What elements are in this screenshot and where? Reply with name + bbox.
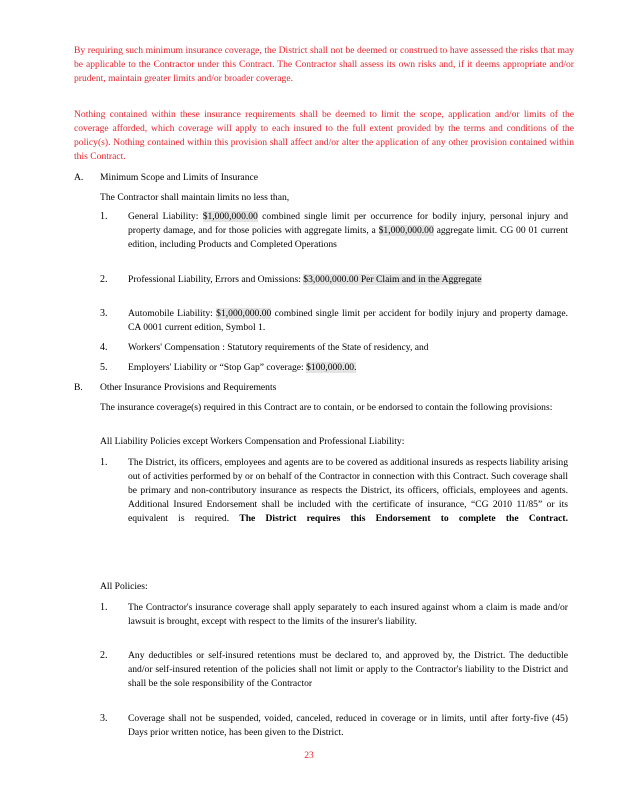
item-text: aggregate limit. CG 00 01 current edition, including Products and Completed Operations [128, 225, 568, 250]
list-item [128, 210, 568, 252]
list-item: Workers' Compensation : Statutory requirements of the State of residency, and [128, 342, 429, 353]
list-number: 3. [100, 713, 108, 724]
item-label: Automobile Liability: [128, 308, 213, 319]
item-label: Professional Liability, Errors and Omissions: [128, 274, 301, 285]
intro-paragraph-1: By requiring such minimum insurance coverage, the District shall not be deemed or construed to have assessed the risks that may be applicable to the Contractor under this Contract. The Contractor shall assess its own risks and, if it deems appropriate and/or prudent, maintain greater limits and/or broader coverage. [74, 45, 574, 84]
section-a-letter: A. [74, 172, 84, 183]
item-label: General Liability: [128, 211, 199, 222]
item-text: combined single limit per occurrence for bodily injury, personal injury and property damage, and for those policies with aggregate limits, a [128, 211, 569, 236]
section-a-lead: The Contractor shall maintain limits no less than, [100, 192, 290, 203]
section-b-subhead: All Liability Policies except Workers Compensation and Professional Liability: [100, 436, 405, 447]
list-number: 1. [100, 457, 108, 468]
section-b-letter: B. [74, 382, 83, 393]
intro-paragraph-2: Nothing contained within these insurance requirements shall be deemed to limit the scope, application and/or limits of the coverage afforded, which coverage will apply to each insured to the full extent provided by the terms and conditions of the policy(s). Nothing contained within this provision shall affect and/or alter the application of any other provision contained within this Contract. [74, 109, 574, 162]
list-item: The Contractor's insurance coverage shall apply separately to each insured against whom a claim is made and/or lawsuit is brought, except with respect to the limits of the insurer's liability. [128, 602, 568, 627]
section-b-lead: The insurance coverage(s) required in this Contract are to contain, or be endorsed to contain the following provisions: [100, 402, 553, 413]
item-text: The District, its officers, employees and agents are to be covered as additional insureds as respects liability arising out of activities performed by or on behalf of the Contractor in connection with this Contract. Such coverage shall be primary and non-contributory insurance as respects the District, its officers, officials, employees and agents. Additional Insured Endorsement shall be included with the certificate of insurance, “CG 2010 11/85” or its equivalent is required. [128, 457, 568, 524]
amount-highlight: $1,000,000.00 [378, 225, 434, 236]
list-item: Any deductibles or self-insured retentions must be declared to, and approved by, the District. The deductible and/or self-insured retention of the policies shall not limit or apply to the Contractor's liability to the District and shall be the sole responsibility of the Contractor [128, 650, 568, 689]
list-number: 2. [100, 650, 108, 661]
amount-highlight: $1,000,000.00 [216, 308, 272, 319]
amount-highlight: $3,000,000.00 Per Claim and in the Aggregate [303, 274, 482, 285]
list-item [128, 307, 568, 335]
list-number: 4. [100, 342, 108, 353]
list-number: 2. [100, 274, 108, 285]
list-item [128, 456, 568, 526]
list-number: 1. [100, 211, 108, 222]
section-b-title: Other Insurance Provisions and Requirements [100, 382, 277, 393]
list-item [128, 273, 568, 287]
all-policies-heading: All Policies: [100, 581, 148, 592]
list-item [128, 361, 568, 375]
page-number: 23 [304, 750, 314, 761]
section-a-title: Minimum Scope and Limits of Insurance [100, 172, 259, 183]
item-text: combined single limit per accident for bodily injury and property damage. CA 0001 current edition, Symbol 1. [128, 308, 568, 333]
amount-highlight: $100,000.00. [306, 362, 357, 373]
list-number: 1. [100, 602, 108, 613]
bold-requirement: The District requires this Endorsement to complete the Contract. [239, 513, 569, 524]
list-number: 3. [100, 308, 108, 319]
list-item: Coverage shall not be suspended, voided, canceled, reduced in coverage or in limits, until after forty-five (45) Days prior written notice, has been given to the District. [128, 713, 568, 738]
item-label: Employers' Liability or “Stop Gap” coverage: [128, 362, 304, 373]
amount-highlight: $1,000,000.00 [202, 211, 258, 222]
list-number: 5. [100, 362, 108, 373]
